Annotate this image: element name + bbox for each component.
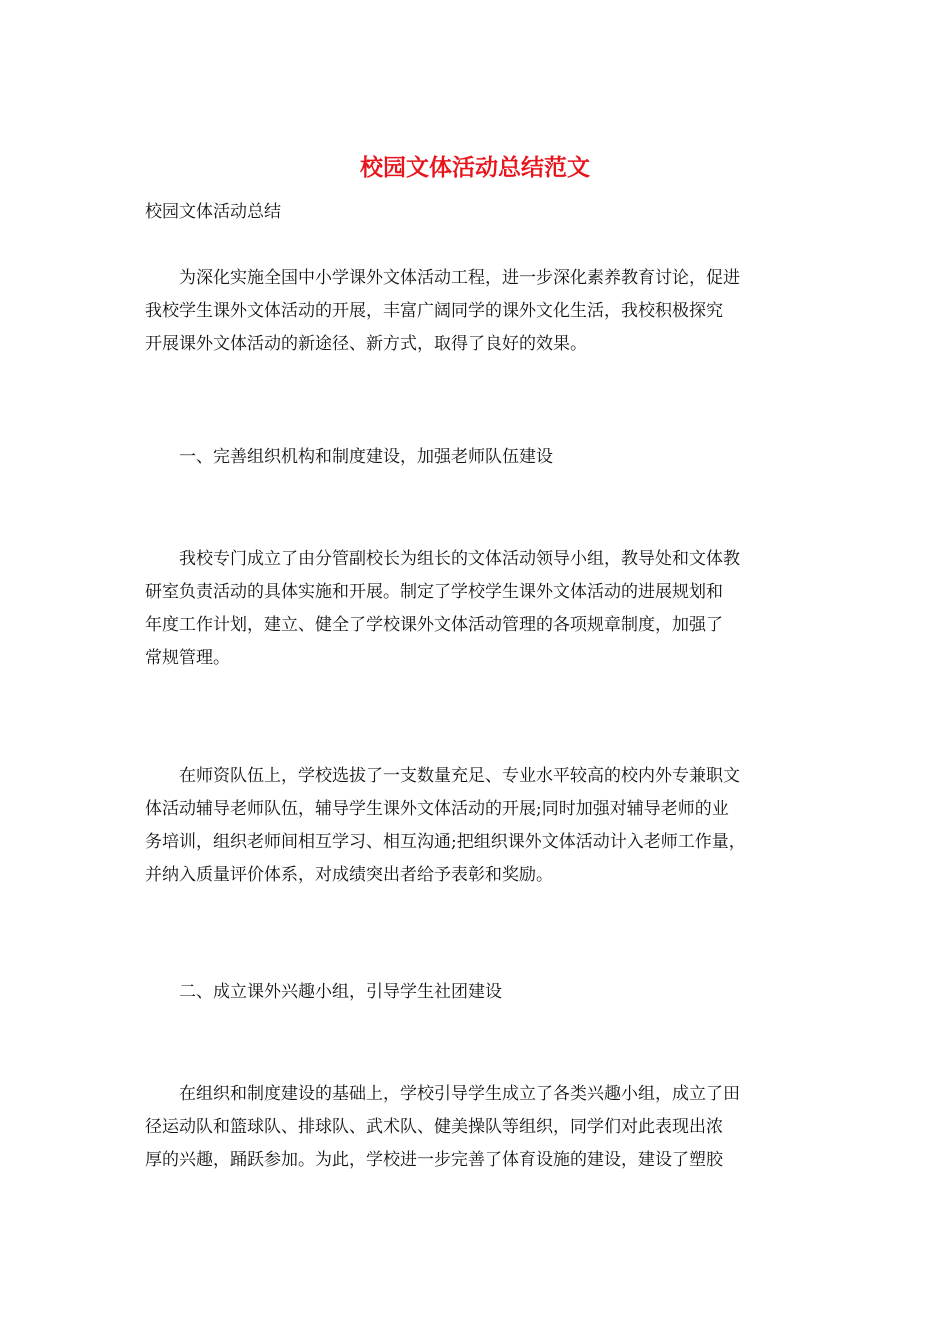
document-subtitle: 校园文体活动总结 xyxy=(145,202,281,222)
text-line: 年度工作计划，建立、健全了学校课外文体活动管理的各项规章制度，加强了 xyxy=(145,615,723,635)
text-line: 在组织和制度建设的基础上，学校引导学生成立了各类兴趣小组，成立了田 xyxy=(145,1084,740,1104)
text-line: 一、完善组织机构和制度建设，加强老师队伍建设 xyxy=(145,447,553,467)
text-line: 厚的兴趣，踊跃参加。为此，学校进一步完善了体育设施的建设，建设了塑胶 xyxy=(145,1150,723,1170)
paragraph-teachers xyxy=(145,760,815,892)
text-line: 体活动辅导老师队伍，辅导学生课外文体活动的开展;同时加强对辅导老师的业 xyxy=(145,799,729,819)
text-line: 在师资队伍上，学校选拔了一支数量充足、专业水平较高的校内外专兼职文 xyxy=(145,766,740,786)
section-heading-1 xyxy=(145,441,815,474)
text-line: 开展课外文体活动的新途径、新方式，取得了良好的效果。 xyxy=(145,334,587,354)
text-line: 研室负责活动的具体实施和开展。制定了学校学生课外文体活动的进展规划和 xyxy=(145,582,723,602)
text-line: 并纳入质量评价体系，对成绩突出者给予表彰和奖励。 xyxy=(145,865,553,885)
text-line: 务培训，组织老师间相互学习、相互沟通;把组织课外文体活动计入老师工作量， xyxy=(145,832,746,852)
document-title: 校园文体活动总结范文 xyxy=(360,154,590,181)
paragraph-organization xyxy=(145,543,815,675)
text-line: 为深化实施全国中小学课外文体活动工程，进一步深化素养教育讨论，促进 xyxy=(145,268,740,288)
text-line: 常规管理。 xyxy=(145,648,230,668)
text-line: 我校专门成立了由分管副校长为组长的文体活动领导小组，教导处和文体教 xyxy=(145,549,740,569)
paragraph-interest-groups xyxy=(145,1078,815,1177)
text-line: 径运动队和篮球队、排球队、武术队、健美操队等组织，同学们对此表现出浓 xyxy=(145,1117,723,1137)
paragraph-intro xyxy=(145,262,815,361)
section-heading-2 xyxy=(145,976,815,1009)
text-line: 二、成立课外兴趣小组，引导学生社团建设 xyxy=(145,982,502,1002)
text-line: 我校学生课外文体活动的开展，丰富广阔同学的课外文化生活，我校积极探究 xyxy=(145,301,723,321)
